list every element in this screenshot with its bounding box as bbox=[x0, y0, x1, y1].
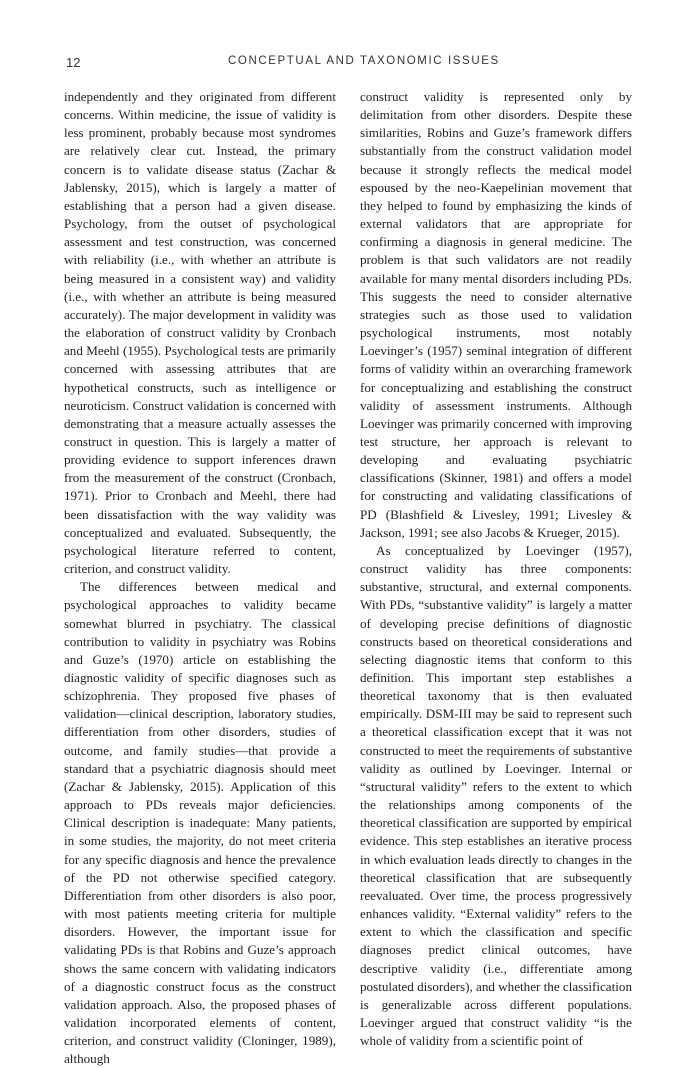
paragraph: independently and they originated from different concerns. Within medicine, the issue of validity is less prominent, probably because most syndromes are relatively clear cut. Instead, the primary concern is to validate disease status (Zachar & Jablensky, 2015), which is largely a matter of establishing that a person had a given disease. Psychology, from the outset of psychological assessment and test construction, was concerned with reliability (i.e., with whether an attribute is being measured in a consistent way) and validity (i.e., with whether an attribute is being measured accurately). The major development in validity was the elaboration of construct validity by Cronbach and Meehl (1955). Psychological tests are primarily concerned with assessing attributes that are hypothetical constructs, such as intelligence or neuroticism. Construct validation is concerned with demonstrating that a measure actually assesses the construct in question. This is largely a matter of providing evidence to support inferences drawn from the measurement of the construct (Cronbach, 1971). Prior to Cronbach and Meehl, there had been dissatisfaction with the way validity was conceptualized and evaluated. Subsequently, the psychological literature referred to content, criterion, and construct validity. bbox=[64, 89, 336, 577]
page-header bbox=[66, 55, 634, 75]
paragraph: The differences between medical and psychological approaches to validity became somewhat blurred in psychiatry. The classical contribution to validity in psychiatry was Robins and Guze’s (1970) article on establishing the diagnostic validity of specific diagnoses such as schizophrenia. They proposed five phases of validation—clinical description, laboratory studies, differentiation from other disorders, studies of outcome, and family studies—that provide a standard that a psychiatric diagnosis should meet (Zachar & Jablensky, 2015). Application of this approach to PDs reveals major deficiencies. Clinical description is inadequate: Many patients, in some studies, the majority, do not meet criteria for any specific diagnosis and hence the prevalence of the PD not otherwise specified category. Differentiation from other disorders is also poor, with most patients meeting criteria for multiple disorders. However, the important issue for validating PDs is that Robins and Guze’s approach shows the same concern with validating indicators of a diagnostic construct focus as the construct validation approach. Also, the proposed phases of validation incorporated elements of content, criterion, and construct validity (Cloninger, 1989), although bbox=[64, 579, 336, 1067]
page-number: 12 bbox=[66, 55, 81, 70]
left-column bbox=[64, 88, 336, 1068]
running-head: CONCEPTUAL AND TAXONOMIC ISSUES bbox=[228, 55, 500, 67]
right-column bbox=[360, 88, 632, 1050]
paragraph: construct validity is represented only by delimitation from other disorders. Despite these similarities, Robins and Guze’s framework differs substantially from the construct validation model because it strongly reflects the medical model espoused by the neo-Kaepelinian movement that they helped to found by emphasizing the kinds of external validators that are appropriate for confirming a diagnosis in general medicine. The problem is that such validators are not readily available for many mental disorders including PDs. This suggests the need to consider alternative strategies such as those used to validation psychological instruments, most notably Loevinger’s (1957) seminal integration of different forms of validity within an overarching framework for conceptualizing and establishing the construct validity of assessment instruments. Although Loevinger was primarily concerned with improving test structure, her approach is relevant to developing and evaluating psychiatric classifications (Skinner, 1981) and offers a model for constructing and validating classifications of PD (Blashfield & Livesley, 1991; Livesley & Jackson, 1991; see also Jacobs & Krueger, 2015). bbox=[360, 89, 632, 540]
paragraph: As conceptualized by Loevinger (1957), construct validity has three components: substantive, structural, and external components. With PDs, “substantive validity” is largely a matter of developing precise definitions of diagnostic constructs based on theoretical considerations and selecting diagnostic items that conform to this definition. This important step establishes a theoretical taxonomy that is then evaluated empirically. DSM-III may be said to represent such a theoretical classification except that it was not constructed to meet the requirements of substantive validity as outlined by Loevinger. Internal or “structural validity” refers to the extent to which the relationships among components of the theoretical classification are supported by empirical evidence. This step establishes an iterative process in which evaluation leads directly to changes in the theoretical classification that are subsequently reevaluated. Over time, the process progressively enhances validity. “External validity” refers to the extent to which the classification and specific diagnoses predict clinical outcomes, have descriptive validity (i.e., differentiate among postulated disorders), and whether the classification is generalizable across different populations. Loevinger argued that construct validity “is the whole of validity from a scientific point of bbox=[360, 542, 632, 1049]
